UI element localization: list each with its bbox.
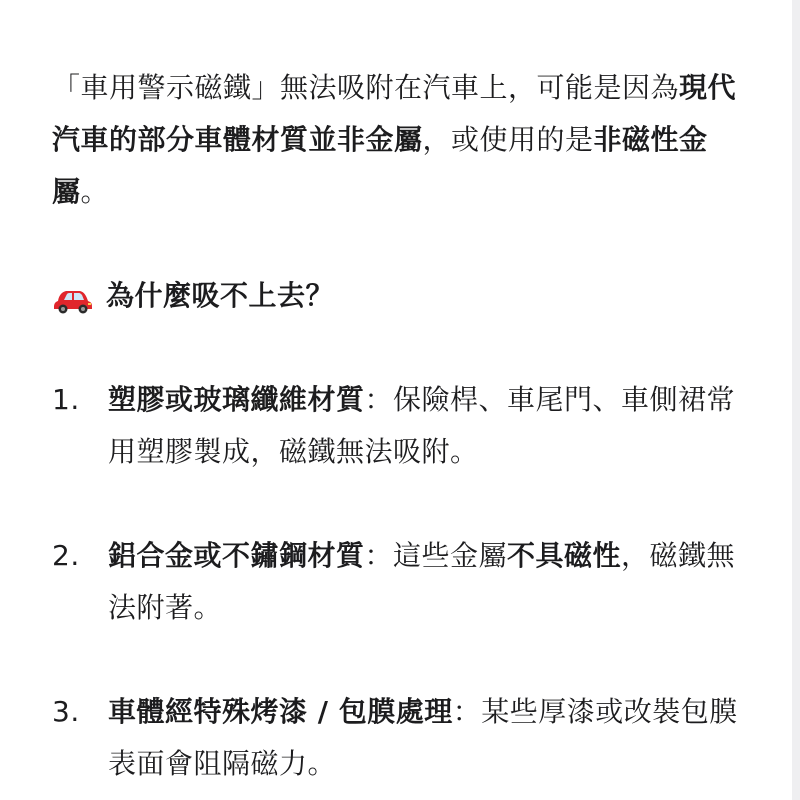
- list-number: 1.: [52, 383, 80, 416]
- spacer: [52, 322, 752, 374]
- intro-bold-1: 現代汽車的部分車體材質並非金屬: [52, 71, 737, 156]
- list-number: 3.: [52, 695, 80, 728]
- list-item-text-2: ，磁鐵無法附著。: [108, 539, 736, 624]
- intro-text-3: 。: [80, 175, 110, 208]
- intro-paragraph: [52, 62, 752, 218]
- message-content: [52, 62, 752, 790]
- list-item-text: ：某些厚漆或改裝包膜表面會阻隔磁力。: [108, 695, 738, 780]
- list-item-text: ：保險桿、車尾門、車側裙常用塑膠製成，磁鐵無法吸附。: [108, 383, 736, 468]
- spacer: [52, 478, 752, 530]
- intro-bold-2: 非磁性金屬: [52, 123, 708, 208]
- list-item-bold: 車體經特殊烤漆 / 包膜處理: [108, 695, 453, 728]
- section-heading: [52, 270, 752, 322]
- list-item-bold-2: 不具磁性: [507, 539, 622, 572]
- list-item: [52, 530, 752, 634]
- list-item-bold: 塑膠或玻璃纖維材質: [108, 383, 365, 416]
- scroll-edge: [792, 0, 800, 800]
- section-heading-text: 為什麼吸不上去？: [106, 279, 335, 312]
- intro-text-2: ，或使用的是: [422, 123, 594, 156]
- list-item-bold: 鋁合金或不鏽鋼材質: [108, 539, 365, 572]
- list-number: 2.: [52, 539, 80, 572]
- list-item-text: ：這些金屬: [364, 539, 508, 572]
- spacer: [52, 218, 752, 270]
- list-item: [52, 686, 752, 790]
- spacer: [52, 634, 752, 686]
- list-item: [52, 374, 752, 478]
- red-car-icon: [52, 280, 94, 312]
- intro-text-1: 「車用警示磁鐵」無法吸附在汽車上，可能是因為: [52, 71, 680, 104]
